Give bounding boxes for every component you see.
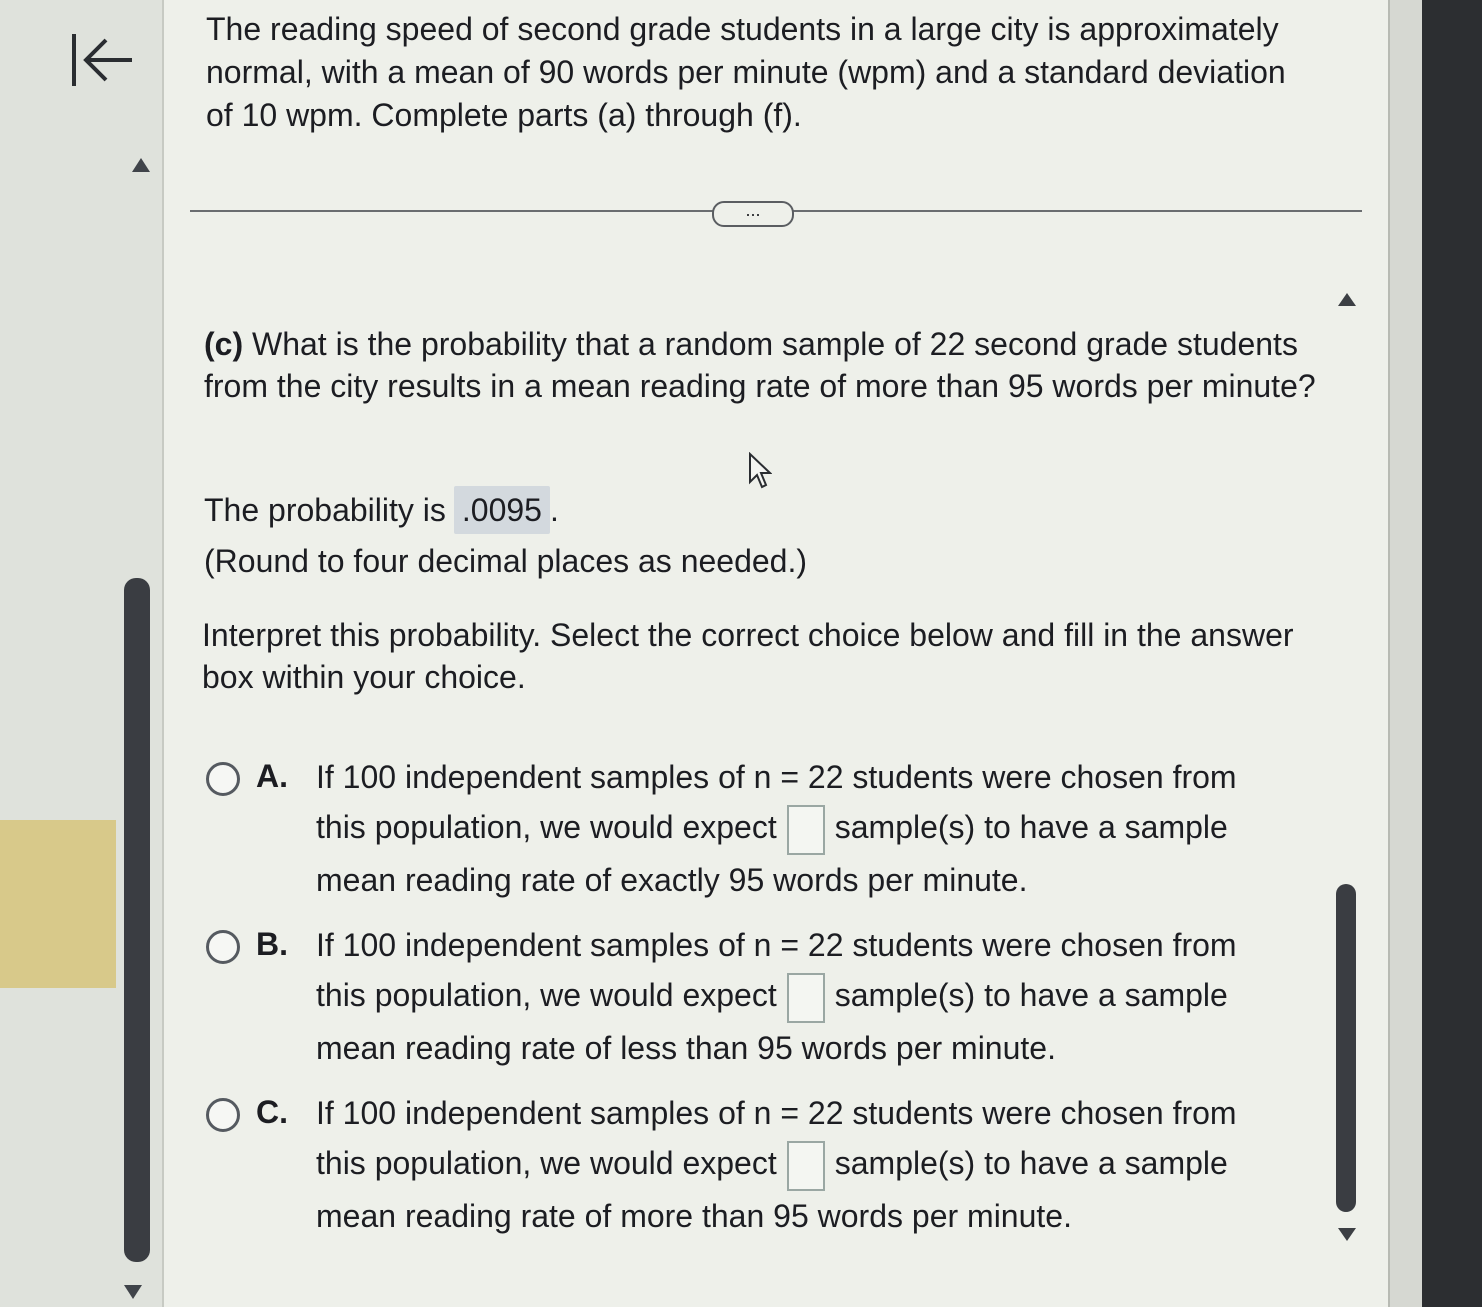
choice-c-answer-input[interactable]: [787, 1141, 825, 1191]
radio-a[interactable]: [206, 762, 240, 796]
choice-b-letter: B.: [256, 926, 288, 962]
choice-c-text: [316, 1088, 1276, 1241]
rail-scroll-down-icon[interactable]: [124, 1285, 142, 1299]
choice-a-text: [316, 752, 1276, 905]
scrollbar-thumb[interactable]: [1336, 884, 1356, 1212]
screen-bezel: [1422, 0, 1482, 1307]
rail-highlight: [0, 820, 116, 988]
scroll-up-icon[interactable]: [1338, 293, 1356, 306]
choice-a-before: If 100 independent samples of n = 22 students were chosen from this population, we would expect: [316, 759, 1237, 845]
choice-b-answer-input[interactable]: [787, 973, 825, 1023]
choice-b-text: [316, 920, 1276, 1073]
choice-a-answer-input[interactable]: [787, 805, 825, 855]
choice-c-letter: C.: [256, 1094, 288, 1130]
rail-scroll-up-icon[interactable]: [132, 158, 150, 172]
part-c-question-text: What is the probability that a random sample of 22 second grade students from the city results in a mean reading rate of more than 95 words per minute?: [204, 326, 1316, 404]
choice-c-before: If 100 independent samples of n = 22 students were chosen from this population, we would expect: [316, 1095, 1237, 1181]
choice-b-after: sample(s) to have a sample mean reading rate of less than 95 words per minute.: [316, 977, 1228, 1066]
collapse-left-icon[interactable]: [66, 28, 136, 92]
choice-a-letter: A.: [256, 758, 288, 794]
answer-line: [204, 486, 559, 534]
radio-b[interactable]: [206, 930, 240, 964]
answer-prefix: The probability is: [204, 492, 446, 528]
round-note: (Round to four decimal places as needed.): [204, 543, 808, 579]
more-button[interactable]: ...: [712, 201, 794, 227]
radio-c[interactable]: [206, 1098, 240, 1132]
mouse-pointer-icon: [748, 452, 772, 490]
scroll-down-icon[interactable]: [1338, 1228, 1356, 1241]
part-c-question: [204, 323, 1324, 407]
interpret-instructions: Interpret this probability. Select the correct choice below and fill in the answer box within your choice.: [202, 617, 1294, 695]
rail-scrollbar[interactable]: [124, 578, 150, 1262]
choice-c-after: sample(s) to have a sample mean reading rate of more than 95 words per minute.: [316, 1145, 1228, 1234]
answer-suffix: .: [549, 492, 559, 528]
probability-answer-input[interactable]: .0095: [454, 486, 550, 534]
part-c-label: (c): [204, 326, 244, 362]
problem-statement: The reading speed of second grade students in a large city is approximately normal, with a mean of 90 words per minute (wpm) and a standard deviation of 10 wpm. Complete parts (a) through (f).: [206, 11, 1286, 133]
choice-a-after: sample(s) to have a sample mean reading rate of exactly 95 words per minute.: [316, 809, 1228, 898]
choice-b-before: If 100 independent samples of n = 22 students were chosen from this population, we would expect: [316, 927, 1237, 1013]
